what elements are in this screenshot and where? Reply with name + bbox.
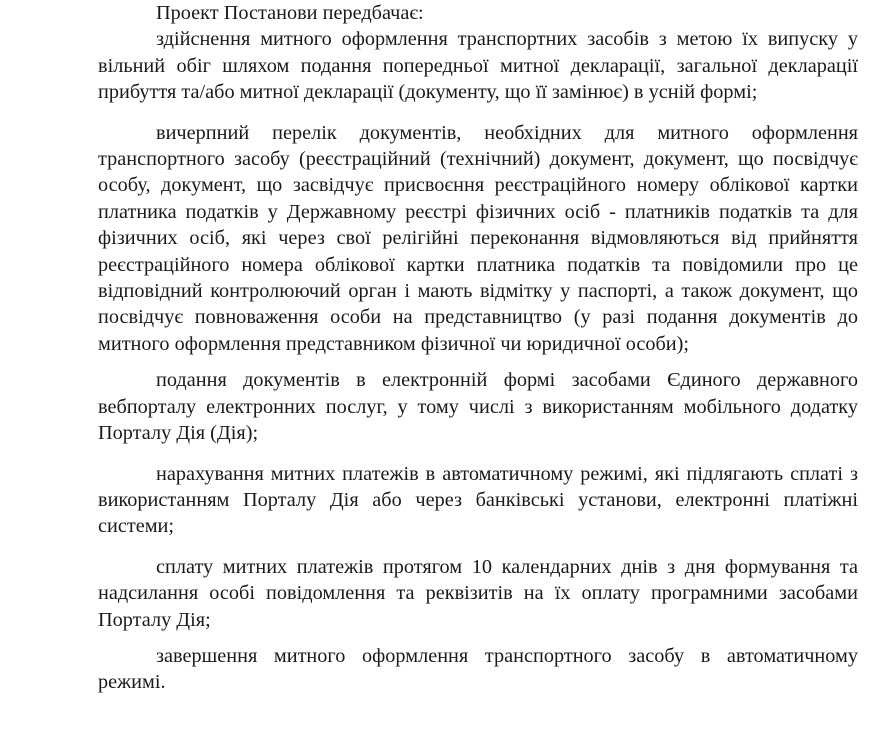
document-page [98, 0, 858, 696]
paragraph-payment-deadline: сплату митних платежів протягом 10 календарних днів з дня формування та надсилання особі повідомлення та реквізитів на їх оплату програмними засобами Порталу Дія; [98, 555, 858, 631]
paragraph-declaration: здійснення митного оформлення транспортних засобів з метою їх випуску у вільний обіг шляхом подання попередньої митної декларації, загальної декларації прибуття та/або митної декларації (документу, що її замінює) в усній формі; [98, 28, 858, 104]
paragraph-automatic-completion: завершення митного оформлення транспортного засобу в автоматичному режимі. [98, 644, 858, 694]
paragraph-electronic-submission: подання документів в електронній формі засобами Єдиного державного вебпорталу електронних послуг, у тому числі з використанням мобільного додатку Порталу Дія (Дія); [98, 369, 858, 445]
paragraph-payment-calculation: нарахування митних платежів в автоматичному режимі, які підлягають сплаті з використанням Порталу Дія або через банківські установи, електронні платіжні системи; [98, 462, 858, 538]
intro-line: Проект Постанови передбачає: [156, 2, 424, 24]
paragraph-documents-list: вичерпний перелік документів, необхідних для митного оформлення транспортного засобу (реєстраційний (технічний) документ, документ, що посвідчує особу, документ, що засвідчує присвоєння реєстраційного номеру облікової картки платника податків у Державному реєстрі фізичних осіб - платників податків та для фізичних осіб, які через свої релігійні переконання відмовляються від прийняття реєстраційного номера облікової картки платника податків та повідомили про це відповідний контролюючий орган і мають відмітку у паспорті, а також документ, що посвідчує повноваження особи на представництво (у разі подання документів до митного оформлення представником фізичної чи юридичної особи); [98, 121, 858, 355]
